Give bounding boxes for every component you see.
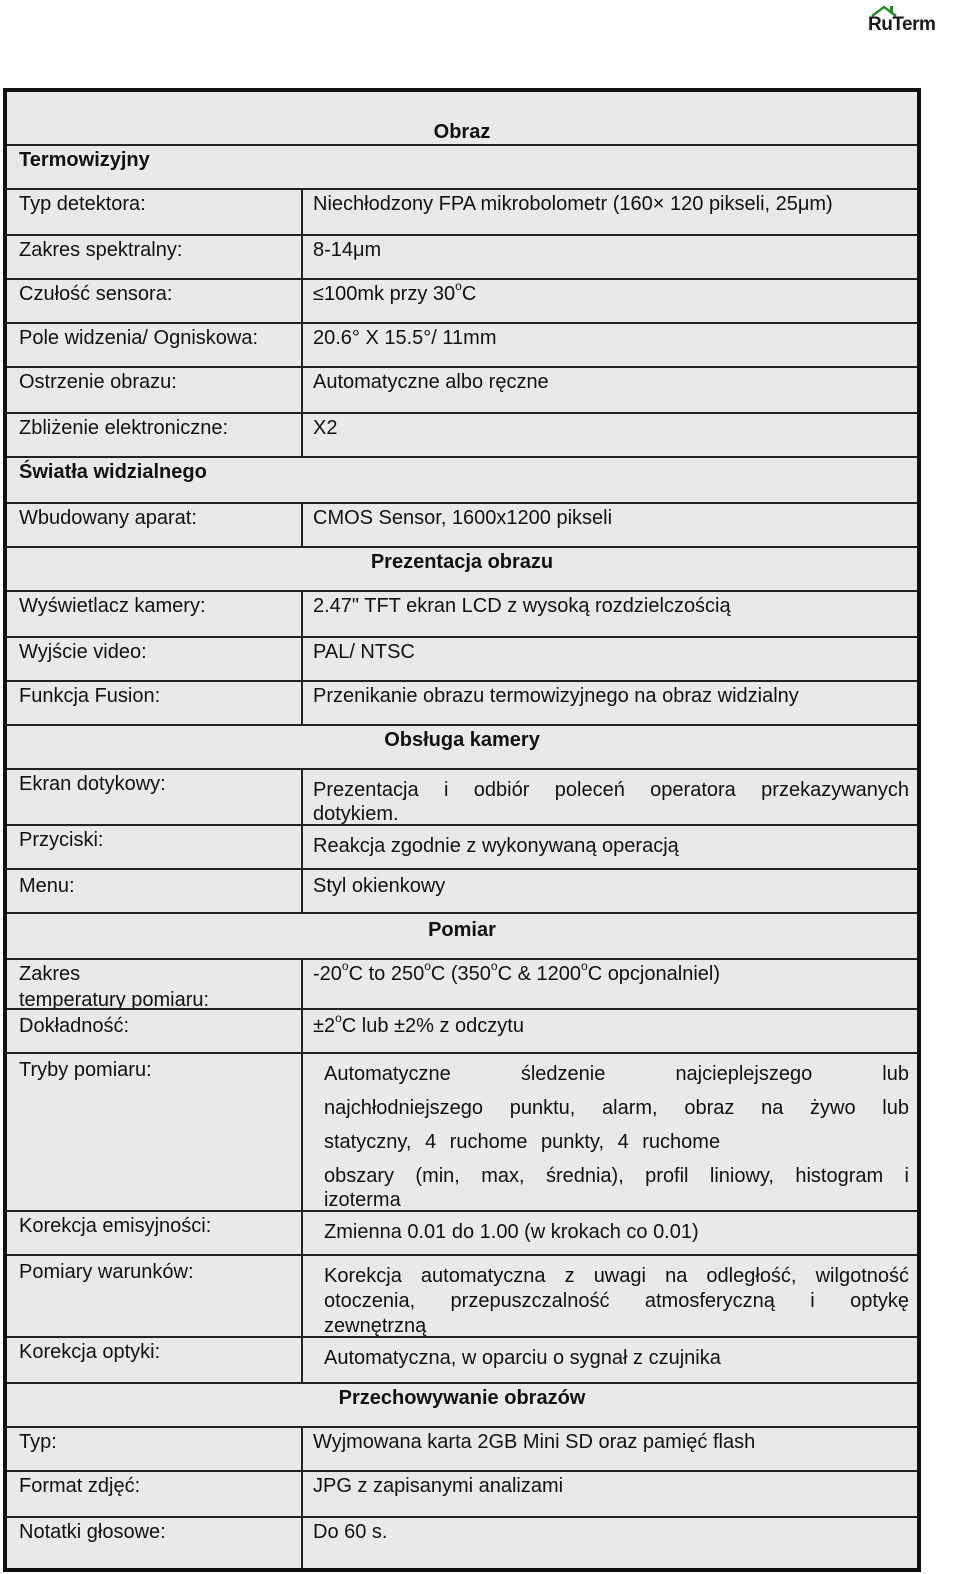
value-format: JPG z zapisanymi analizami: [313, 1475, 564, 1497]
row-divider: [7, 868, 917, 870]
label-zakres-temp-line1: Zakres: [19, 963, 81, 985]
label-optyki: Korekcja optyki:: [19, 1341, 161, 1363]
label-notatki: Notatki głosowe:: [19, 1521, 166, 1543]
row-divider: [7, 278, 917, 280]
value-warunkow-line3: zewnętrzną: [324, 1315, 427, 1337]
row-divider: [7, 322, 917, 324]
row-divider: [7, 1052, 917, 1054]
value-tryby-line5: izoterma: [324, 1189, 401, 1211]
label-ostrzenie: Ostrzenie obrazu:: [19, 371, 177, 393]
value-emisyjnosc: Zmienna 0.01 do 1.00 (w krokach co 0.01): [324, 1221, 699, 1243]
value-zakres-spektralny: 8-14μm: [313, 239, 382, 261]
column-divider: [301, 592, 303, 726]
column-divider: [301, 190, 303, 458]
label-ekran: Ekran dotykowy:: [19, 773, 166, 795]
value-zakres-temp: -20$^o$C to 250$^o$C (350$^o$C & 1200$^o$C opcjonalniel): [313, 959, 720, 985]
value-optyki: Automatyczna, w oparciu o sygnał z czujnika: [324, 1347, 721, 1369]
value-tryby-line2: najchłodniejszego punktu, alarm, obraz na żywo lub: [324, 1097, 909, 1119]
label-format: Format zdjęć:: [19, 1475, 141, 1497]
value-zblizenie: X2: [313, 417, 338, 439]
value-warunkow-line2: otoczenia, przepuszczalność atmosferyczną i optykę: [324, 1290, 909, 1312]
section-obraz: Obraz: [433, 121, 491, 143]
row-divider: [7, 958, 917, 960]
value-wyjscie: PAL/ NTSC: [313, 641, 415, 663]
column-divider: [301, 504, 303, 548]
row-divider: [7, 412, 917, 414]
row-divider: [7, 1382, 917, 1384]
row-divider: [7, 824, 917, 826]
value-pole-widzenia: 20.6° X 15.5°/ 11mm: [313, 327, 497, 349]
value-ekran-line2: dotykiem.: [313, 803, 399, 825]
label-emisyjnosc: Korekcja emisyjności:: [19, 1215, 212, 1237]
row-divider: [7, 1426, 917, 1428]
row-divider: [7, 366, 917, 368]
label-pole-widzenia: Pole widzenia/ Ogniskowa:: [19, 327, 259, 349]
row-divider: [7, 188, 917, 190]
label-wyjscie: Wyjście video:: [19, 641, 147, 663]
column-divider: [301, 770, 303, 914]
label-zakres-spektralny: Zakres spektralny:: [19, 239, 183, 261]
value-tryby-line3: statyczny, 4 ruchome punkty, 4 ruchome: [324, 1131, 721, 1153]
row-divider: [7, 912, 917, 914]
label-zblizenie: Zbliżenie elektroniczne:: [19, 417, 228, 439]
brand-logo: [868, 4, 952, 36]
row-divider: [7, 636, 917, 638]
label-fusion: Funkcja Fusion:: [19, 685, 161, 707]
spec-sheet: [3, 88, 921, 1572]
section-przechowywanie: Przechowywanie obrazów: [338, 1387, 586, 1409]
value-tryby-line4: obszary (min, max, średnia), profil liniowy, histogram i: [324, 1165, 909, 1187]
row-divider: [7, 1470, 917, 1472]
label-wyswietlacz: Wyświetlacz kamery:: [19, 595, 206, 617]
value-notatki: Do 60 s.: [313, 1521, 388, 1543]
section-prezentacja: Prezentacja obrazu: [370, 551, 554, 573]
value-ostrzenie: Automatyczne albo ręczne: [313, 371, 549, 393]
label-typ: Typ:: [19, 1431, 57, 1453]
value-fusion: Przenikanie obrazu termowizyjnego na obraz widzialny: [313, 685, 799, 707]
row-divider: [7, 768, 917, 770]
row-divider: [7, 1254, 917, 1256]
row-divider: [7, 1008, 917, 1010]
value-ekran-line1: Prezentacja i odbiór poleceń operatora przekazywanych: [313, 779, 909, 801]
section-obsluga: Obsługa kamery: [384, 729, 540, 751]
row-divider: [7, 234, 917, 236]
row-divider: [7, 1210, 917, 1212]
row-divider: [7, 1516, 917, 1518]
label-menu: Menu:: [19, 875, 75, 897]
value-przyciski: Reakcja zgodnie z wykonywaną operacją: [313, 835, 679, 857]
label-dokladnosc: Dokładność:: [19, 1015, 130, 1037]
column-divider: [301, 960, 303, 1384]
row-divider: [7, 590, 917, 592]
row-divider: [7, 144, 917, 146]
label-typ-detektora: Typ detektora:: [19, 193, 146, 215]
label-zakres-temp-line2: temperatury pomiaru:: [19, 989, 210, 1011]
value-dokladnosc: $\pm 2^oC$ lub ±2% z odczytu: [313, 1011, 524, 1037]
value-wyswietlacz: 2.47" TFT ekran LCD z wysoką rozdzielczością: [313, 595, 731, 617]
row-divider: [7, 502, 917, 504]
label-czulosc: Czułość sensora:: [19, 283, 173, 305]
section-pomiar: Pomiar: [428, 919, 496, 941]
value-warunkow-line1: Korekcja automatyczna z uwagi na odległość, wilgotność: [324, 1265, 909, 1287]
row-divider: [7, 546, 917, 548]
value-typ-detektora: Niechłodzony FPA mikrobolometr (160× 120 pikseli, 25μm): [313, 193, 833, 215]
value-tryby-line1: Automatyczne śledzenie najcieplejszego lub: [324, 1063, 909, 1085]
label-warunkow: Pomiary warunków:: [19, 1261, 194, 1283]
value-czulosc: ≤100mk przy 30$^o$C: [313, 279, 477, 305]
value-menu: Styl okienkowy: [313, 875, 446, 897]
section-swiatla: Światła widzialnego: [19, 461, 207, 483]
logo-text: RuTerm: [868, 14, 936, 35]
row-divider: [7, 680, 917, 682]
label-tryby: Tryby pomiaru:: [19, 1059, 152, 1081]
row-divider: [7, 724, 917, 726]
value-wbudowany: CMOS Sensor, 1600x1200 pikseli: [313, 507, 613, 529]
row-divider: [7, 1336, 917, 1338]
value-typ: Wyjmowana karta 2GB Mini SD oraz pamięć flash: [313, 1431, 756, 1453]
column-divider: [301, 1428, 303, 1568]
row-divider: [7, 456, 917, 458]
label-wbudowany: Wbudowany aparat:: [19, 507, 197, 529]
label-przyciski: Przyciski:: [19, 829, 104, 851]
section-termowizyjny: Termowizyjny: [19, 149, 150, 171]
